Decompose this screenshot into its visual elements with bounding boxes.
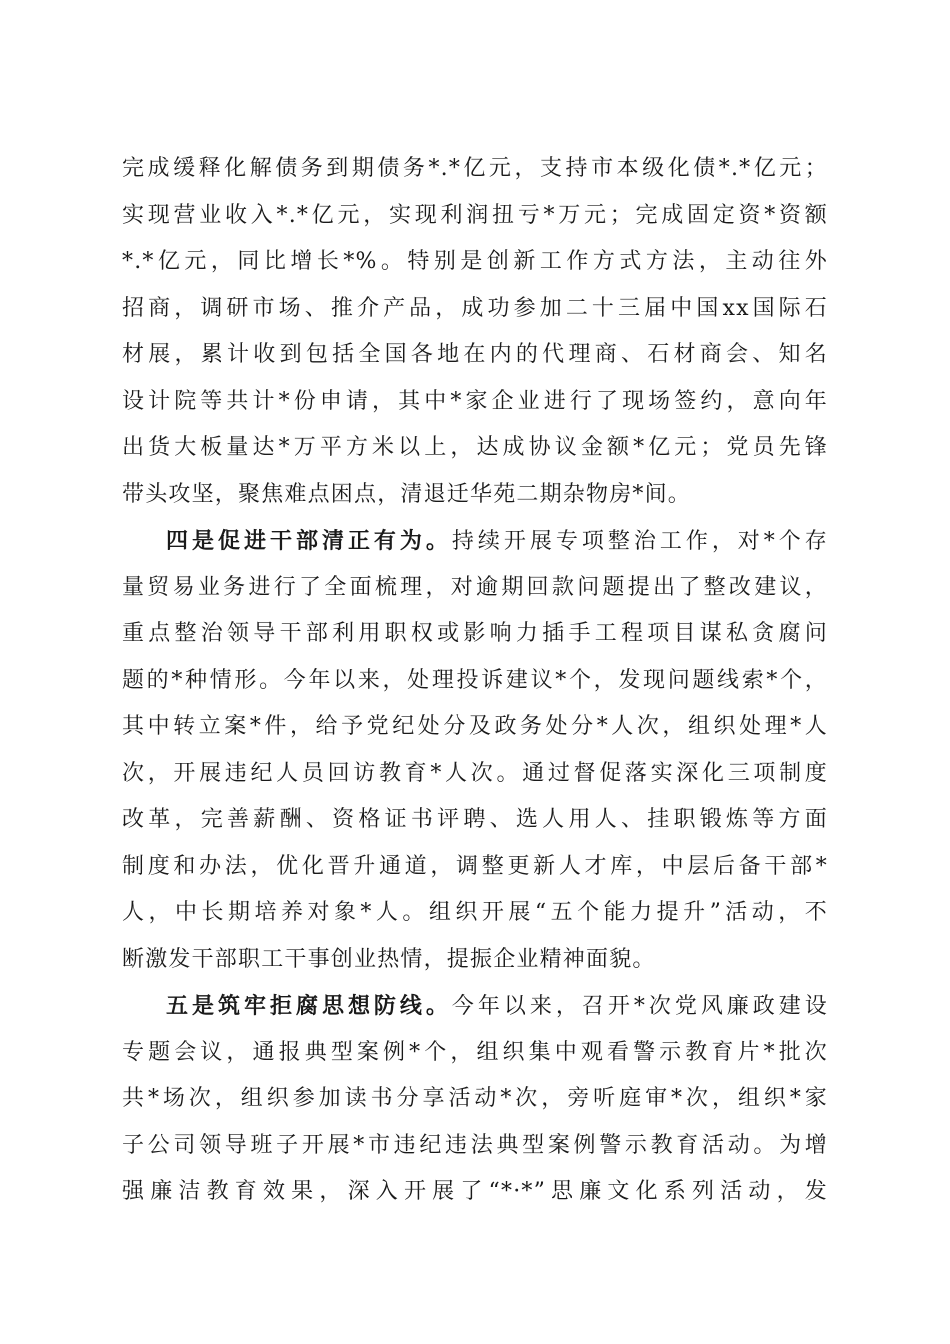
paragraph-2-first-line (122, 518, 828, 565)
paragraph-3-first-line (122, 983, 828, 1030)
paragraph-2-line: 人，中长期培养对象*人。组织开展“五个能力提升”活动，不 (122, 900, 828, 925)
paragraph-3-first-line-text: 今年以来，召开*次党风廉政建设 (451, 994, 828, 1019)
paragraph-1-line: 招商，调研市场、推介产品，成功参加二十三届中国xx国际石 (122, 295, 828, 321)
paragraph-1-line: 带头攻坚，聚焦难点困点，清退迁华苑二期杂物房*间。 (122, 481, 692, 507)
paragraph-1-line: 材展，累计收到包括全国各地在内的代理商、石材商会、知名 (122, 342, 828, 367)
paragraph-3-line: 强廉洁教育效果，深入开展了“*·*”思廉文化系列活动，发 (122, 1179, 828, 1204)
paragraph-2-line: 次，开展违纪人员回访教育*人次。通过督促落实深化三项制度 (122, 760, 828, 786)
paragraph-1-line: 出货大板量达*万平方米以上，达成协议金额*亿元；党员先锋 (122, 435, 828, 460)
paragraph-1-line: *.*亿元，同比增长*%。特别是创新工作方式方法，主动往外 (122, 249, 828, 274)
paragraph-2-line: 题的*种情形。今年以来，处理投诉建议*个，发现问题线索*个， (122, 667, 828, 693)
paragraph-2-line: 量贸易业务进行了全面梳理，对逾期回款问题提出了整改建议， (122, 574, 828, 600)
paragraph-1-line: 实现营业收入*.*亿元，实现利润扭亏*万元；完成固定资*资额 (122, 202, 828, 228)
paragraph-2-line: 重点整治领导干部利用职权或影响力插手工程项目谋私贪腐问 (122, 621, 828, 646)
document-body (122, 146, 828, 1216)
paragraph-2-line: 其中转立案*件，给予党纪处分及政务处分*人次，组织处理*人 (122, 714, 828, 739)
paragraph-1-line: 设计院等共计*份申请，其中*家企业进行了现场签约，意向年 (122, 388, 828, 414)
paragraph-1-line: 完成缓释化解债务到期债务*.*亿元，支持市本级化债*.*亿元； (122, 156, 828, 181)
paragraph-3-heading: 五是筑牢拒腐思想防线。 (166, 993, 452, 1019)
paragraph-2-first-line-text: 持续开展专项整治工作，对*个存 (451, 529, 828, 554)
paragraph-2-line: 改革，完善薪酬、资格证书评聘、选人用人、挂职锻炼等方面 (122, 807, 828, 832)
paragraph-2-line: 断激发干部职工干事创业热情，提振企业精神面貌。 (122, 946, 656, 972)
paragraph-2-heading: 四是促进干部清正有为。 (166, 528, 452, 554)
paragraph-3-line: 专题会议，通报典型案例*个，组织集中观看警示教育片*批次 (122, 1039, 828, 1065)
paragraph-3-line: 子公司领导班子开展*市违纪违法典型案例警示教育活动。为增 (122, 1132, 828, 1158)
paragraph-2-line: 制度和办法，优化晋升通道，调整更新人才库，中层后备干部* (122, 853, 828, 879)
paragraph-3-line: 共*场次，组织参加读书分享活动*次，旁听庭审*次，组织*家 (122, 1086, 828, 1111)
